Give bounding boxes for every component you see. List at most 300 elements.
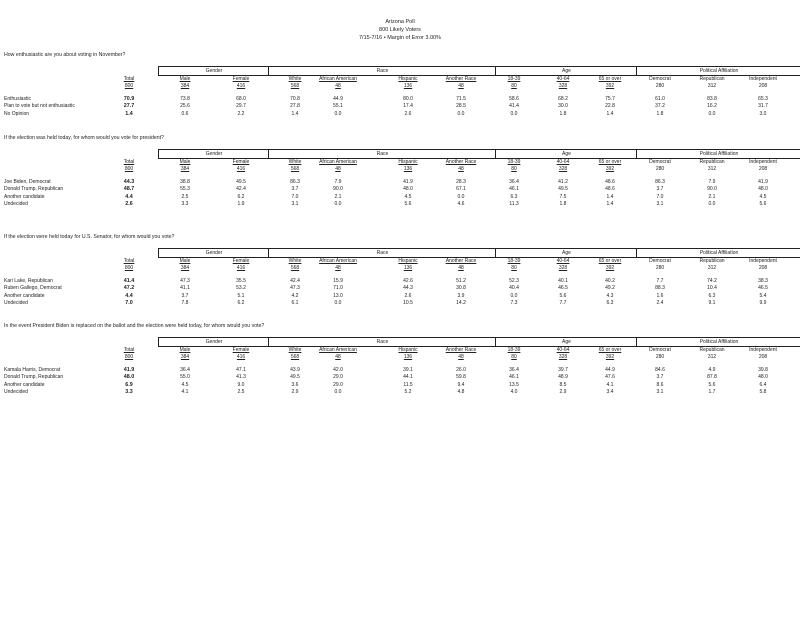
table-cell: 14.2 [456, 299, 466, 306]
group-header: Race [268, 66, 496, 76]
column-n: 208 [758, 354, 768, 360]
table-cell: 2.6 [404, 110, 412, 117]
total-value: 70.9 [123, 96, 135, 102]
row-label: Undecided [4, 299, 28, 306]
table-cell: 46.1 [509, 374, 519, 381]
column-header: Another Race [445, 347, 477, 353]
total-value: 3.3 [125, 388, 133, 395]
table-cell: 9.9 [759, 299, 767, 306]
table-cell: 5.8 [759, 388, 767, 395]
table-cell: 8.5 [559, 381, 567, 388]
table-cell: 2.1 [708, 193, 716, 200]
column-n: 48 [458, 354, 464, 360]
column-header: White [288, 258, 302, 264]
column-header: Total [123, 347, 135, 353]
group-header: Age [495, 248, 637, 258]
column-header: White [288, 76, 302, 82]
table-cell: 1.8 [559, 200, 567, 207]
table-cell: 2.6 [404, 292, 412, 299]
column-header: Independent [749, 76, 777, 82]
table-cell: 1.8 [559, 110, 567, 117]
poll-dates: 7/15-7/16 • Margin of Error 3.00% [358, 35, 442, 41]
table-cell: 1.4 [606, 193, 614, 200]
column-header: Female [232, 159, 250, 165]
table-cell: 2.1 [334, 193, 342, 200]
table-cell: 0.0 [510, 110, 518, 117]
table-cell: 44.9 [605, 367, 615, 373]
table-cell: 48.9 [558, 374, 568, 381]
row-label: Enthusiastic [4, 96, 31, 102]
table-cell: 7.5 [559, 193, 567, 200]
total-value: 48.7 [123, 186, 135, 193]
total-value: 7.0 [125, 299, 133, 306]
table-cell: 17.4 [403, 103, 413, 110]
column-n: 48 [458, 166, 464, 172]
table-cell: 13.5 [509, 381, 519, 388]
table-cell: 67.1 [456, 186, 466, 193]
table-cell: 7.8 [181, 299, 189, 306]
table-cell: 46.5 [758, 285, 768, 292]
column-header: African American [319, 258, 357, 264]
total-value: 4.4 [125, 193, 133, 200]
group-header: Political Affiliation [636, 149, 800, 159]
column-n: 568 [290, 83, 300, 89]
row-label: Donald Trump, Republican [4, 374, 64, 381]
table-cell: 6.3 [708, 292, 716, 299]
column-n: 328 [558, 354, 568, 360]
section-question: If the election were held today for U.S. Senator, for whom would you vote? [4, 234, 175, 240]
table-cell: 49.5 [558, 186, 568, 193]
table-cell: 71.0 [333, 285, 343, 292]
table-cell: 48.0 [758, 186, 768, 193]
table-cell: 2.5 [181, 193, 189, 200]
group-header: Age [495, 337, 637, 347]
column-n: 416 [236, 265, 246, 271]
table-cell: 3.7 [656, 374, 664, 381]
column-n: 312 [707, 166, 717, 172]
section-question: If the election was held today, for whom would you vote for president? [4, 135, 164, 141]
column-header: Democrat [649, 159, 671, 165]
column-n: 48 [335, 354, 341, 360]
column-header: Republican [699, 76, 725, 82]
table-cell: 28.5 [456, 103, 466, 110]
column-header: 40-64 [556, 347, 570, 353]
table-cell: 41.3 [236, 374, 246, 381]
table-cell: 47.1 [236, 367, 246, 373]
table-cell: 35.5 [236, 278, 246, 284]
total-value: 44.3 [123, 179, 135, 185]
table-cell: 71.5 [456, 96, 466, 102]
group-header: Gender [158, 248, 269, 258]
table-cell: 1.4 [606, 110, 614, 117]
column-n: 312 [707, 83, 717, 89]
table-cell: 6.2 [237, 193, 245, 200]
table-cell: 48.6 [605, 179, 615, 185]
table-cell: 4.5 [181, 381, 189, 388]
table-cell: 0.0 [334, 388, 342, 395]
table-cell: 90.0 [333, 186, 343, 193]
column-header: Male [179, 159, 191, 165]
table-cell: 4.2 [291, 292, 299, 299]
table-cell: 2.9 [559, 388, 567, 395]
column-header: Total [123, 258, 135, 264]
table-cell: 42.4 [236, 186, 246, 193]
table-cell: 0.6 [181, 110, 189, 117]
table-cell: 41.9 [403, 179, 413, 185]
table-cell: 90.0 [707, 186, 717, 193]
table-cell: 39.1 [403, 367, 413, 373]
table-cell: 10.5 [403, 299, 413, 306]
table-cell: 3.7 [656, 186, 664, 193]
column-header: Total [123, 159, 135, 165]
table-cell: 7.7 [656, 278, 664, 284]
table-cell: 47.3 [180, 278, 190, 284]
table-cell: 0.0 [457, 110, 465, 117]
column-header: 40-64 [556, 258, 570, 264]
total-value: 1.4 [125, 110, 133, 117]
table-cell: 7.3 [510, 299, 518, 306]
table-cell: 28.3 [456, 179, 466, 185]
column-header: 18-39 [507, 347, 521, 353]
column-n: 208 [758, 83, 768, 89]
table-cell: 7.7 [559, 299, 567, 306]
group-header: Age [495, 149, 637, 159]
table-cell: 42.4 [290, 278, 300, 284]
table-cell: 41.9 [758, 179, 768, 185]
column-header: Hispanic [398, 159, 418, 165]
column-header: African American [319, 76, 357, 82]
group-header: Race [268, 337, 496, 347]
table-cell: 46.1 [509, 186, 519, 193]
column-header: Male [179, 347, 191, 353]
column-header: White [288, 159, 302, 165]
table-cell: 40.4 [509, 285, 519, 292]
column-n: 136 [403, 166, 413, 172]
column-header: Another Race [445, 76, 477, 82]
table-cell: 2.5 [237, 388, 245, 395]
table-cell: 8.6 [656, 381, 664, 388]
column-n: 80 [511, 354, 517, 360]
table-cell: 0.0 [334, 110, 342, 117]
column-n: 392 [605, 354, 615, 360]
column-n: 280 [655, 166, 665, 172]
section-question: In the event President Biden is replaced on the ballot and the election were held today, for whom would you vote? [4, 323, 265, 329]
group-header: Age [495, 66, 637, 76]
table-cell: 5.1 [237, 292, 245, 299]
table-cell: 1.6 [656, 292, 664, 299]
column-header: Republican [699, 258, 725, 264]
table-cell: 65.3 [758, 96, 768, 102]
table-cell: 3.7 [291, 186, 299, 193]
column-header: 65 or over [598, 159, 622, 165]
column-n: 384 [180, 83, 190, 89]
column-header: 65 or over [598, 76, 622, 82]
table-cell: 47.6 [605, 374, 615, 381]
column-header: 18-39 [507, 159, 521, 165]
column-header: 18-39 [507, 76, 521, 82]
table-cell: 36.4 [180, 367, 190, 373]
column-n: 136 [403, 83, 413, 89]
group-header: Gender [158, 66, 269, 76]
row-label: Undecided [4, 200, 28, 207]
table-cell: 42.0 [333, 367, 343, 373]
table-cell: 41.4 [509, 103, 519, 110]
table-cell: 74.2 [707, 278, 717, 284]
column-n: 392 [605, 265, 615, 271]
table-cell: 59.8 [456, 374, 466, 381]
column-header: 40-64 [556, 159, 570, 165]
table-cell: 6.3 [606, 299, 614, 306]
column-n: 800 [124, 166, 134, 172]
table-cell: 13.0 [333, 292, 343, 299]
table-cell: 39.8 [758, 367, 768, 373]
column-n: 568 [290, 166, 300, 172]
table-cell: 31.7 [758, 103, 768, 110]
total-value: 41.9 [123, 367, 135, 373]
table-cell: 0.0 [334, 299, 342, 306]
table-cell: 53.2 [236, 285, 246, 292]
column-header: Republican [699, 159, 725, 165]
table-cell: 9.4 [457, 381, 465, 388]
column-n: 384 [180, 354, 190, 360]
row-label: Another candidate [4, 193, 45, 200]
table-cell: 49.5 [236, 179, 246, 185]
column-n: 48 [458, 265, 464, 271]
table-cell: 1.7 [708, 388, 716, 395]
row-label: Donald Trump, Republican [4, 186, 64, 193]
row-label: No Opinion [4, 110, 30, 117]
table-cell: 61.0 [655, 96, 665, 102]
column-n: 328 [558, 265, 568, 271]
column-header: Female [232, 258, 250, 264]
total-value: 2.6 [125, 200, 133, 207]
column-header: Total [123, 76, 135, 82]
table-cell: 29.0 [333, 381, 343, 388]
group-header: Gender [158, 337, 269, 347]
column-n: 208 [758, 166, 768, 172]
table-cell: 83.8 [707, 96, 717, 102]
column-n: 80 [511, 265, 517, 271]
table-cell: 80.0 [403, 96, 413, 102]
table-cell: 9.0 [237, 381, 245, 388]
column-header: Democrat [649, 347, 671, 353]
table-cell: 6.4 [759, 381, 767, 388]
column-header: Female [232, 76, 250, 82]
column-n: 48 [335, 265, 341, 271]
table-cell: 49.5 [290, 374, 300, 381]
total-value: 41.4 [123, 278, 135, 284]
table-cell: 6.1 [291, 299, 299, 306]
table-cell: 40.1 [558, 278, 568, 284]
table-cell: 2.4 [656, 299, 664, 306]
table-cell: 25.6 [180, 103, 190, 110]
column-n: 136 [403, 354, 413, 360]
table-cell: 55.0 [180, 374, 190, 381]
column-n: 800 [124, 83, 134, 89]
column-header: Hispanic [398, 76, 418, 82]
table-cell: 2.9 [291, 388, 299, 395]
table-cell: 1.8 [656, 110, 664, 117]
table-cell: 73.8 [180, 96, 190, 102]
table-cell: 4.5 [404, 193, 412, 200]
column-n: 280 [655, 83, 665, 89]
table-cell: 15.9 [333, 278, 343, 284]
column-n: 48 [458, 83, 464, 89]
row-label: Kamala Harris, Democrat [4, 367, 61, 373]
table-cell: 55.1 [333, 103, 343, 110]
column-header: Female [232, 347, 250, 353]
table-cell: 43.9 [290, 367, 300, 373]
table-cell: 2.2 [237, 110, 245, 117]
total-value: 48.0 [123, 374, 135, 381]
table-cell: 3.1 [291, 200, 299, 207]
table-cell: 55.3 [180, 186, 190, 193]
table-cell: 1.9 [237, 200, 245, 207]
table-cell: 42.6 [403, 278, 413, 284]
table-cell: 4.5 [759, 193, 767, 200]
column-header: Independent [749, 347, 777, 353]
column-header: African American [319, 347, 357, 353]
table-cell: 30.0 [558, 103, 568, 110]
column-n: 328 [558, 83, 568, 89]
row-label: Another candidate [4, 292, 45, 299]
column-n: 384 [180, 265, 190, 271]
table-cell: 86.3 [655, 179, 665, 185]
table-cell: 48.6 [605, 186, 615, 193]
table-cell: 38.3 [758, 278, 768, 284]
table-cell: 40.2 [605, 278, 615, 284]
table-cell: 0.0 [708, 200, 716, 207]
table-cell: 7.9 [708, 179, 716, 185]
table-cell: 29.7 [236, 103, 246, 110]
column-header: Another Race [445, 159, 477, 165]
table-cell: 5.2 [404, 388, 412, 395]
column-n: 800 [124, 265, 134, 271]
table-cell: 44.1 [403, 374, 413, 381]
total-value: 27.7 [123, 103, 135, 110]
column-n: 568 [290, 354, 300, 360]
column-n: 416 [236, 83, 246, 89]
table-cell: 4.8 [457, 388, 465, 395]
table-cell: 3.4 [606, 388, 614, 395]
table-cell: 4.9 [708, 367, 716, 373]
table-cell: 29.0 [333, 374, 343, 381]
total-value: 47.2 [123, 285, 135, 292]
group-header: Political Affiliation [636, 337, 800, 347]
table-cell: 1.4 [606, 200, 614, 207]
table-cell: 7.0 [291, 193, 299, 200]
table-cell: 16.2 [707, 103, 717, 110]
table-cell: 38.8 [180, 179, 190, 185]
column-n: 280 [655, 354, 665, 360]
poll-title: Arizona Poll [385, 19, 415, 25]
table-cell: 5.6 [708, 381, 716, 388]
table-cell: 3.6 [291, 381, 299, 388]
column-n: 136 [403, 265, 413, 271]
column-n: 328 [558, 166, 568, 172]
table-cell: 36.4 [509, 179, 519, 185]
section-question: How enthusiastic are you about voting in November? [4, 52, 126, 58]
table-cell: 10.4 [707, 285, 717, 292]
table-cell: 3.9 [457, 292, 465, 299]
table-cell: 3.7 [181, 292, 189, 299]
group-header: Gender [158, 149, 269, 159]
table-cell: 5.6 [759, 200, 767, 207]
column-n: 392 [605, 166, 615, 172]
table-cell: 48.0 [403, 186, 413, 193]
column-n: 280 [655, 265, 665, 271]
table-cell: 3.1 [656, 200, 664, 207]
table-cell: 9.1 [708, 299, 716, 306]
column-header: Independent [749, 159, 777, 165]
table-cell: 88.3 [655, 285, 665, 292]
table-cell: 58.6 [509, 96, 519, 102]
column-header: 65 or over [598, 347, 622, 353]
column-n: 416 [236, 166, 246, 172]
row-label: Plan to vote but not enthusiastic [4, 103, 75, 110]
column-n: 312 [707, 265, 717, 271]
column-n: 208 [758, 265, 768, 271]
table-cell: 49.2 [605, 285, 615, 292]
group-header: Race [268, 248, 496, 258]
table-cell: 84.6 [655, 367, 665, 373]
row-label: Another candidate [4, 381, 45, 388]
table-cell: 3.3 [181, 200, 189, 207]
column-n: 80 [511, 166, 517, 172]
table-cell: 5.6 [559, 292, 567, 299]
column-n: 48 [335, 166, 341, 172]
column-header: Hispanic [398, 347, 418, 353]
column-header: Democrat [649, 76, 671, 82]
table-cell: 1.4 [291, 110, 299, 117]
column-header: Male [179, 258, 191, 264]
column-header: Republican [699, 347, 725, 353]
table-cell: 7.0 [656, 193, 664, 200]
table-cell: 3.0 [759, 110, 767, 117]
table-cell: 86.3 [290, 179, 300, 185]
column-header: 65 or over [598, 258, 622, 264]
table-cell: 52.3 [509, 278, 519, 284]
table-cell: 11.5 [403, 381, 413, 388]
row-label: Kari Lake, Republican [4, 278, 53, 284]
table-cell: 87.8 [707, 374, 717, 381]
column-n: 384 [180, 166, 190, 172]
column-header: Democrat [649, 258, 671, 264]
table-cell: 22.8 [605, 103, 615, 110]
table-cell: 41.2 [558, 179, 568, 185]
table-cell: 68.2 [558, 96, 568, 102]
table-cell: 0.0 [334, 200, 342, 207]
row-label: Joe Biden, Democrat [4, 179, 51, 185]
column-header: Male [179, 76, 191, 82]
column-n: 392 [605, 83, 615, 89]
table-cell: 30.8 [456, 285, 466, 292]
table-cell: 41.1 [180, 285, 190, 292]
total-value: 6.9 [125, 381, 133, 388]
table-cell: 75.7 [605, 96, 615, 102]
column-n: 80 [511, 83, 517, 89]
table-cell: 44.9 [333, 96, 343, 102]
table-cell: 0.0 [708, 110, 716, 117]
column-header: 40-64 [556, 76, 570, 82]
table-cell: 46.5 [558, 285, 568, 292]
table-cell: 3.1 [656, 388, 664, 395]
group-header: Race [268, 149, 496, 159]
table-cell: 6.2 [237, 299, 245, 306]
table-cell: 44.3 [403, 285, 413, 292]
table-cell: 4.1 [606, 381, 614, 388]
column-header: Independent [749, 258, 777, 264]
